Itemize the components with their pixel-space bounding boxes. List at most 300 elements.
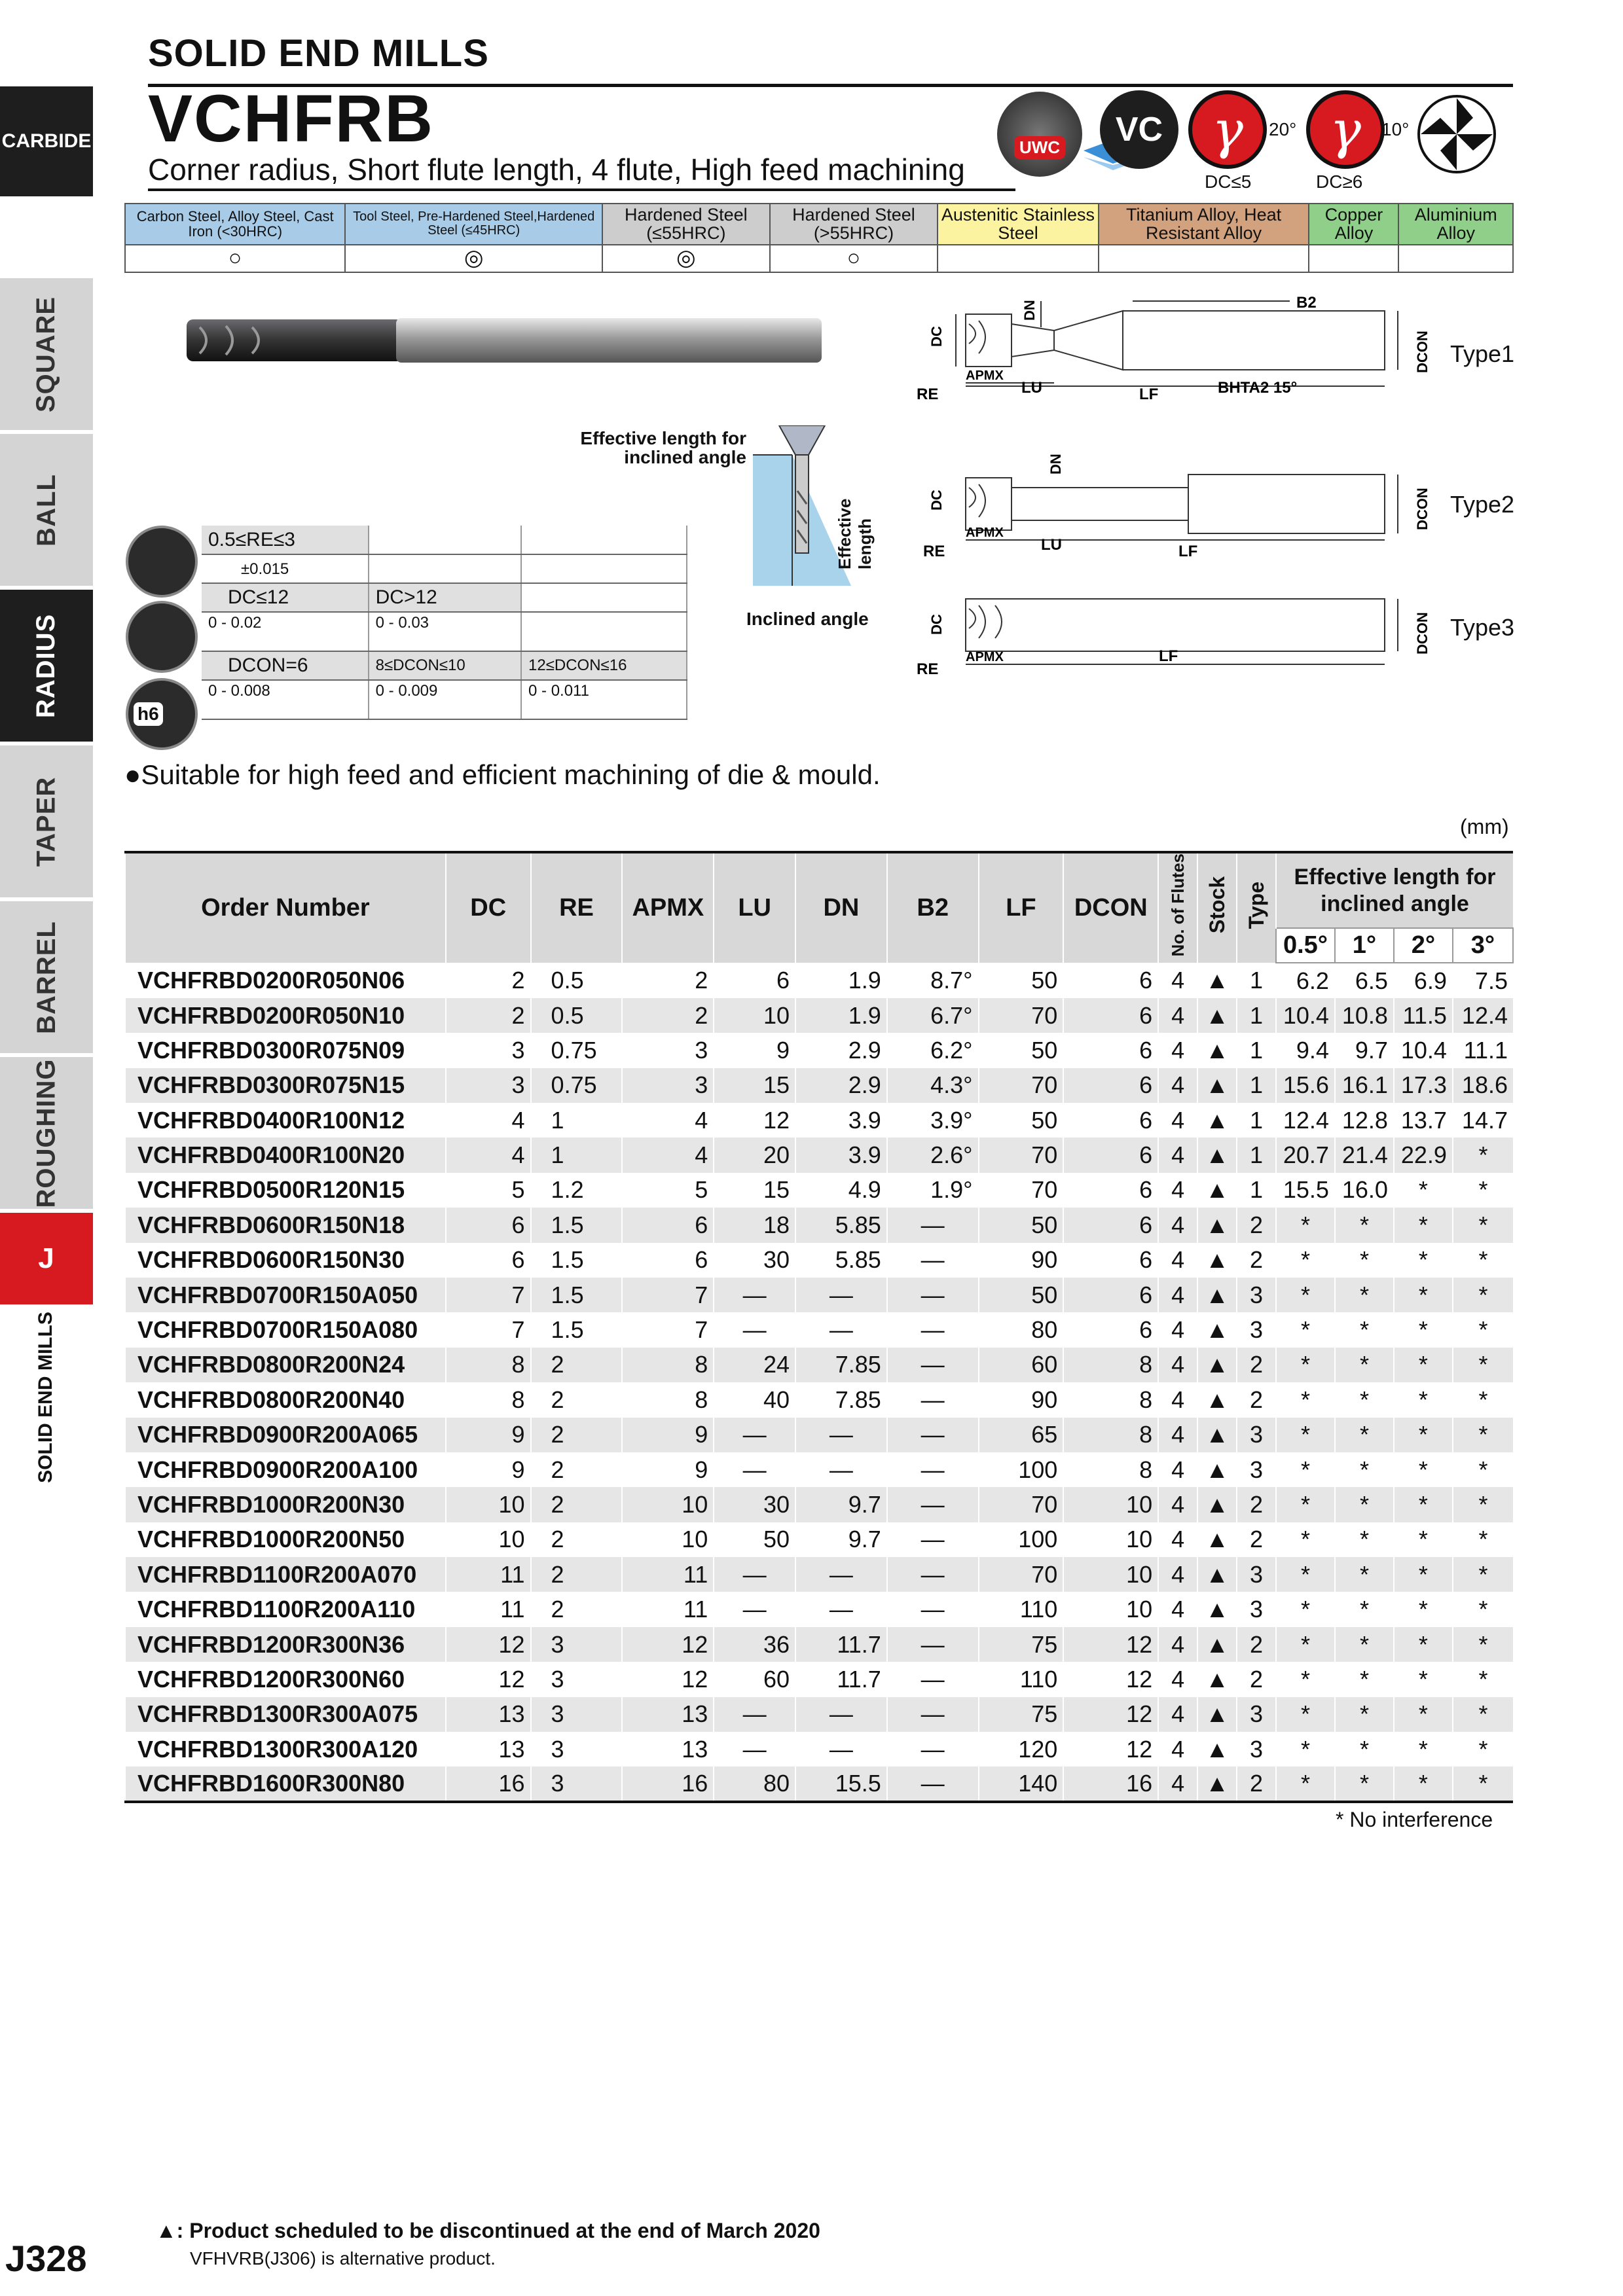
cell-dc: 3 (446, 1068, 531, 1103)
cell-lu: 15 (714, 1173, 795, 1208)
cell-flutes: 4 (1158, 963, 1197, 997)
cell-dcon: 6 (1063, 1033, 1158, 1067)
cell-type: 2 (1237, 1243, 1276, 1278)
cell-type: 2 (1237, 1348, 1276, 1382)
cell-eff-3: * (1453, 1418, 1513, 1452)
cell-dcon: 6 (1063, 963, 1158, 997)
cell-type: 2 (1237, 1662, 1276, 1696)
shank-tolerance-icon: h6 (126, 678, 198, 750)
cell-eff-2: * (1394, 1208, 1453, 1242)
cell-dc: 6 (446, 1208, 531, 1242)
tab-radius[interactable]: RADIUS (0, 590, 93, 745)
cell-dcon: 8 (1063, 1348, 1158, 1382)
cell-dn: 11.7 (795, 1627, 887, 1662)
cell-apmx: 3 (622, 1068, 714, 1103)
cell-dc: 8 (446, 1382, 531, 1417)
cell-eff-1: * (1335, 1208, 1394, 1242)
cell-flutes: 4 (1158, 1557, 1197, 1592)
cell-eff-3: * (1453, 1348, 1513, 1382)
cell-eff-1: * (1335, 1557, 1394, 1592)
cell-re: 2 (531, 1418, 623, 1452)
discontinued-note: ▲: Product scheduled to be discontinued at the end of March 2020 (156, 2219, 820, 2242)
cell-dc: 6 (446, 1243, 531, 1278)
cell-eff-3: 14.7 (1453, 1103, 1513, 1138)
dim-lf: LF (1178, 543, 1198, 560)
table-row (125, 1418, 1513, 1452)
cell-re: 2 (531, 1522, 623, 1557)
cell-eff-3: 11.1 (1453, 1033, 1513, 1067)
cell-eff-1: * (1335, 1627, 1394, 1662)
material-symbol: ◎ (345, 245, 602, 272)
cell-eff-2: * (1394, 1557, 1453, 1592)
cell-eff-0-5: * (1276, 1418, 1335, 1452)
material-copper: Copper Alloy (1309, 204, 1398, 245)
cell-re: 1.5 (531, 1208, 623, 1242)
cell-eff-0-5: * (1276, 1452, 1335, 1487)
re-range: 0.5≤RE≤3 (202, 526, 369, 554)
cell-eff-2: 10.4 (1394, 1033, 1453, 1067)
tab-roughing[interactable]: ROUGHING (0, 1057, 93, 1213)
cell-eff-0-5: * (1276, 1348, 1335, 1382)
cell-re: 1 (531, 1103, 623, 1138)
product-description: Corner radius, Short flute length, 4 flute, High feed machining (148, 152, 965, 187)
cell-eff-0-5: * (1276, 1487, 1335, 1522)
side-label: SOLID END MILLS (35, 1312, 57, 1483)
cell-b2: — (887, 1452, 979, 1487)
unit-label: (mm) (1460, 815, 1509, 838)
cell-re: 3 (531, 1697, 623, 1732)
section-title: SOLID END MILLS (148, 32, 489, 75)
cell-eff-2: 6.9 (1394, 963, 1453, 997)
cell-dn: 3.9 (795, 1138, 887, 1172)
cell-b2: — (887, 1487, 979, 1522)
cell-eff-0-5: 10.4 (1276, 998, 1335, 1033)
cell-re: 3 (531, 1767, 623, 1801)
dim-lf: LF (1139, 386, 1159, 403)
material-symbol: ○ (770, 245, 938, 272)
table-row (125, 1138, 1513, 1172)
dc-le-12: DC≤12 (202, 583, 369, 612)
cell-dn: 3.9 (795, 1103, 887, 1138)
cell-eff-3: * (1453, 1557, 1513, 1592)
cell-eff-2: 11.5 (1394, 998, 1453, 1033)
cell-eff-3: * (1453, 1278, 1513, 1312)
col-lu: LU (714, 852, 795, 963)
cell-type: 2 (1237, 1767, 1276, 1801)
cell-lu: 30 (714, 1243, 795, 1278)
cell-flutes: 4 (1158, 1208, 1197, 1242)
cell-lu: 80 (714, 1767, 795, 1801)
cell-flutes: 4 (1158, 1103, 1197, 1138)
helix-20-icon: γ (1188, 90, 1267, 169)
cell-stock: ▲ (1197, 1452, 1237, 1487)
tab-ball[interactable]: BALL (0, 434, 93, 590)
cell-eff-1: 12.8 (1335, 1103, 1394, 1138)
cell-eff-2: * (1394, 1732, 1453, 1767)
cell-lf: 100 (979, 1452, 1064, 1487)
cell-type: 3 (1237, 1697, 1276, 1732)
cell-order-number: VCHFRBD1100R200A110 (125, 1592, 446, 1626)
cell-flutes: 4 (1158, 998, 1197, 1033)
cell-type: 3 (1237, 1452, 1276, 1487)
col-angle-3: 3° (1453, 928, 1513, 963)
cell-stock: ▲ (1197, 1278, 1237, 1312)
cell-lf: 80 (979, 1312, 1064, 1347)
cell-order-number: VCHFRBD1200R300N60 (125, 1662, 446, 1696)
dim-dc: DC (928, 614, 945, 635)
cell-dn: 15.5 (795, 1767, 887, 1801)
cell-b2: 8.7° (887, 963, 979, 997)
cell-dc: 5 (446, 1173, 531, 1208)
cell-eff-3: * (1453, 1662, 1513, 1696)
cell-dc: 12 (446, 1627, 531, 1662)
table-row (125, 1382, 1513, 1417)
helix-dc-1: DC≤5 (1205, 171, 1252, 192)
col-angle-0-5: 0.5° (1276, 928, 1335, 963)
cell-eff-0-5: * (1276, 1627, 1335, 1662)
cell-eff-0-5: * (1276, 1312, 1335, 1347)
table-row (125, 1557, 1513, 1592)
cell-dcon: 6 (1063, 1068, 1158, 1103)
cell-flutes: 4 (1158, 1138, 1197, 1172)
cell-order-number: VCHFRBD0700R150A050 (125, 1278, 446, 1312)
cell-stock: ▲ (1197, 1697, 1237, 1732)
material-stainless: Austenitic Stainless Steel (938, 204, 1098, 245)
cell-re: 2 (531, 1592, 623, 1626)
cell-eff-0-5: * (1276, 1767, 1335, 1801)
cell-order-number: VCHFRBD1000R200N30 (125, 1487, 446, 1522)
cell-dc: 10 (446, 1487, 531, 1522)
material-carbon-steel: Carbon Steel, Alloy Steel, Cast Iron (<30HRC) (125, 204, 345, 245)
cell-lu: — (714, 1312, 795, 1347)
dim-bhta2: BHTA2 15° (1218, 379, 1298, 397)
cell-apmx: 8 (622, 1382, 714, 1417)
cell-eff-3: * (1453, 1452, 1513, 1487)
col-stock: Stock (1197, 852, 1237, 963)
cell-eff-0-5: * (1276, 1243, 1335, 1278)
cell-dn: 4.9 (795, 1173, 887, 1208)
cell-flutes: 4 (1158, 1592, 1197, 1626)
cell-apmx: 10 (622, 1487, 714, 1522)
cell-dn: — (795, 1418, 887, 1452)
material-symbol-row (125, 245, 1513, 272)
cell-type: 1 (1237, 1103, 1276, 1138)
cell-lu: 60 (714, 1662, 795, 1696)
cell-eff-2: 22.9 (1394, 1138, 1453, 1172)
cell-b2: — (887, 1662, 979, 1696)
cell-b2: — (887, 1382, 979, 1417)
cell-dn: 11.7 (795, 1662, 887, 1696)
cell-eff-1: * (1335, 1592, 1394, 1626)
cell-dc: 9 (446, 1452, 531, 1487)
cell-b2: — (887, 1522, 979, 1557)
tab-taper[interactable]: TAPER (0, 745, 93, 901)
col-order-number: Order Number (125, 852, 446, 963)
cell-dn: — (795, 1278, 887, 1312)
cell-order-number: VCHFRBD1600R300N80 (125, 1767, 446, 1801)
spec-table-body (125, 963, 1513, 1801)
cell-dcon: 16 (1063, 1767, 1158, 1801)
cell-type: 1 (1237, 998, 1276, 1033)
col-type: Type (1237, 852, 1276, 963)
dim-dn: DN (1021, 300, 1038, 321)
cell-dcon: 10 (1063, 1592, 1158, 1626)
feature-text: ●Suitable for high feed and efficient machining of die & mould. (124, 759, 881, 790)
type3-label: Type3 (1450, 614, 1515, 641)
cell-re: 2 (531, 1348, 623, 1382)
cell-stock: ▲ (1197, 1348, 1237, 1382)
cell-dcon: 12 (1063, 1627, 1158, 1662)
cell-lu: 10 (714, 998, 795, 1033)
col-dc: DC (446, 852, 531, 963)
cell-eff-0-5: * (1276, 1697, 1335, 1732)
type2-diagram (903, 445, 1440, 563)
cell-re: 2 (531, 1487, 623, 1522)
cell-lf: 110 (979, 1662, 1064, 1696)
cell-apmx: 13 (622, 1732, 714, 1767)
tab-square[interactable]: SQUARE (0, 278, 93, 434)
cell-lf: 75 (979, 1627, 1064, 1662)
cell-b2: — (887, 1592, 979, 1626)
material-symbol (1398, 245, 1513, 272)
cell-lf: 70 (979, 1487, 1064, 1522)
tolerance-table (202, 526, 687, 720)
cell-b2: — (887, 1278, 979, 1312)
cell-dn: 2.9 (795, 1068, 887, 1103)
cell-b2: 4.3° (887, 1068, 979, 1103)
cell-eff-3: * (1453, 1487, 1513, 1522)
table-row (125, 1312, 1513, 1347)
cell-b2: — (887, 1243, 979, 1278)
cell-eff-2: 13.7 (1394, 1103, 1453, 1138)
cell-flutes: 4 (1158, 1522, 1197, 1557)
cell-stock: ▲ (1197, 1627, 1237, 1662)
cell-b2: — (887, 1557, 979, 1592)
vc-badge: VC (1100, 90, 1178, 169)
material-header-row (125, 204, 1513, 245)
cell-apmx: 11 (622, 1592, 714, 1626)
cell-flutes: 4 (1158, 1452, 1197, 1487)
cell-eff-0-5: * (1276, 1592, 1335, 1626)
page-number: J328 (5, 2238, 87, 2279)
cell-dn: — (795, 1452, 887, 1487)
cell-stock: ▲ (1197, 963, 1237, 997)
cell-apmx: 2 (622, 963, 714, 997)
cell-eff-1: * (1335, 1452, 1394, 1487)
cell-b2: 6.2° (887, 1033, 979, 1067)
cell-eff-1: * (1335, 1522, 1394, 1557)
col-angle-1: 1° (1335, 928, 1394, 963)
cell-flutes: 4 (1158, 1767, 1197, 1801)
cell-type: 1 (1237, 1033, 1276, 1067)
cell-dcon: 6 (1063, 1243, 1158, 1278)
cell-b2: — (887, 1732, 979, 1767)
cell-dcon: 6 (1063, 1138, 1158, 1172)
cell-eff-2: * (1394, 1452, 1453, 1487)
cell-dc: 4 (446, 1103, 531, 1138)
cell-lf: 110 (979, 1592, 1064, 1626)
cell-flutes: 4 (1158, 1382, 1197, 1417)
tab-j[interactable]: J (0, 1213, 93, 1308)
re-tolerance: ±0.015 (202, 554, 369, 583)
cell-eff-1: * (1335, 1697, 1394, 1732)
cell-eff-1: * (1335, 1767, 1394, 1801)
cell-eff-1: * (1335, 1418, 1394, 1452)
cell-dcon: 6 (1063, 1103, 1158, 1138)
cell-eff-1: 10.8 (1335, 998, 1394, 1033)
re-tolerance-icon (126, 526, 198, 598)
cell-stock: ▲ (1197, 1767, 1237, 1801)
table-row (125, 1662, 1513, 1696)
cell-order-number: VCHFRBD0200R050N06 (125, 963, 446, 997)
cell-flutes: 4 (1158, 1278, 1197, 1312)
cell-re: 2 (531, 1452, 623, 1487)
cell-b2: — (887, 1767, 979, 1801)
cell-order-number: VCHFRBD0400R100N20 (125, 1138, 446, 1172)
cell-b2: 3.9° (887, 1103, 979, 1138)
cell-order-number: VCHFRBD0700R150A080 (125, 1312, 446, 1347)
table-row (125, 1033, 1513, 1067)
cell-lu: — (714, 1592, 795, 1626)
cell-eff-3: 7.5 (1453, 963, 1513, 997)
table-row (125, 1487, 1513, 1522)
cell-eff-0-5: * (1276, 1732, 1335, 1767)
helix-angle-1: 20° (1269, 119, 1297, 139)
cell-apmx: 2 (622, 998, 714, 1033)
cell-eff-1: 16.0 (1335, 1173, 1394, 1208)
dim-re: RE (917, 660, 939, 678)
cell-order-number: VCHFRBD0500R120N15 (125, 1173, 446, 1208)
cell-eff-1: 6.5 (1335, 963, 1394, 997)
cell-dc: 13 (446, 1732, 531, 1767)
cell-flutes: 4 (1158, 1732, 1197, 1767)
cell-lu: 12 (714, 1103, 795, 1138)
dcon-12-16: 12≤DCON≤16 (521, 651, 687, 680)
cell-stock: ▲ (1197, 1382, 1237, 1417)
cell-lf: 50 (979, 1208, 1064, 1242)
cell-eff-2: * (1394, 1627, 1453, 1662)
cell-flutes: 4 (1158, 1348, 1197, 1382)
cell-flutes: 4 (1158, 1487, 1197, 1522)
cell-lu: 24 (714, 1348, 795, 1382)
cell-b2: 6.7° (887, 998, 979, 1033)
cell-dc: 7 (446, 1278, 531, 1312)
cell-eff-1: 16.1 (1335, 1068, 1394, 1103)
cell-eff-2: * (1394, 1697, 1453, 1732)
cell-apmx: 9 (622, 1452, 714, 1487)
dcon-6: DCON=6 (202, 651, 369, 680)
cell-eff-2: * (1394, 1487, 1453, 1522)
cell-dcon: 12 (1063, 1697, 1158, 1732)
cell-order-number: VCHFRBD0600R150N30 (125, 1243, 446, 1278)
cell-eff-2: * (1394, 1173, 1453, 1208)
cell-dcon: 6 (1063, 1208, 1158, 1242)
material-hardened-over-55: Hardened Steel (>55HRC) (770, 204, 938, 245)
cell-re: 2 (531, 1382, 623, 1417)
cell-apmx: 6 (622, 1208, 714, 1242)
cell-lf: 50 (979, 1278, 1064, 1312)
table-row (125, 1068, 1513, 1103)
cell-eff-3: * (1453, 1208, 1513, 1242)
cell-re: 1.2 (531, 1173, 623, 1208)
cell-dcon: 6 (1063, 1312, 1158, 1347)
cell-eff-3: * (1453, 1592, 1513, 1626)
material-symbol (938, 245, 1098, 272)
cell-eff-3: * (1453, 1382, 1513, 1417)
cell-order-number: VCHFRBD0900R200A065 (125, 1418, 446, 1452)
type1-label: Type1 (1450, 340, 1515, 367)
cell-eff-3: * (1453, 1522, 1513, 1557)
cell-eff-3: * (1453, 1243, 1513, 1278)
table-row (125, 1627, 1513, 1662)
cell-re: 3 (531, 1627, 623, 1662)
work-material-table (124, 203, 1514, 273)
cell-order-number: VCHFRBD0200R050N10 (125, 998, 446, 1033)
cell-lu: 6 (714, 963, 795, 997)
type2-label: Type2 (1450, 491, 1515, 518)
col-lf: LF (979, 852, 1064, 963)
cell-eff-2: * (1394, 1278, 1453, 1312)
cell-dn: — (795, 1592, 887, 1626)
cell-dcon: 12 (1063, 1662, 1158, 1696)
cell-stock: ▲ (1197, 1312, 1237, 1347)
table-row (125, 998, 1513, 1033)
cell-order-number: VCHFRBD1300R300A120 (125, 1732, 446, 1767)
cell-eff-3: * (1453, 1173, 1513, 1208)
col-b2: B2 (887, 852, 979, 963)
cell-dc: 13 (446, 1697, 531, 1732)
tab-barrel[interactable]: BARREL (0, 901, 93, 1057)
cell-stock: ▲ (1197, 1138, 1237, 1172)
cell-dcon: 8 (1063, 1452, 1158, 1487)
cell-eff-0-5: * (1276, 1278, 1335, 1312)
cell-flutes: 4 (1158, 1312, 1197, 1347)
cell-re: 0.75 (531, 1033, 623, 1067)
cell-lf: 120 (979, 1732, 1064, 1767)
cell-stock: ▲ (1197, 1557, 1237, 1592)
cell-dc: 4 (446, 1138, 531, 1172)
cell-lf: 50 (979, 1033, 1064, 1067)
cell-eff-1: * (1335, 1487, 1394, 1522)
cell-type: 3 (1237, 1278, 1276, 1312)
cell-flutes: 4 (1158, 1418, 1197, 1452)
cell-dn: 9.7 (795, 1487, 887, 1522)
cell-dn: 7.85 (795, 1382, 887, 1417)
cell-lf: 100 (979, 1522, 1064, 1557)
cell-eff-1: * (1335, 1243, 1394, 1278)
table-row (125, 1767, 1513, 1801)
uwc-badge: UWC (997, 92, 1082, 177)
tab-carbide: CARBIDE (0, 86, 93, 196)
cell-dcon: 8 (1063, 1382, 1158, 1417)
cell-stock: ▲ (1197, 1522, 1237, 1557)
cell-eff-2: * (1394, 1382, 1453, 1417)
cell-dn: — (795, 1732, 887, 1767)
material-hardened-55: Hardened Steel (≤55HRC) (602, 204, 770, 245)
col-angle-2: 2° (1394, 928, 1453, 963)
cell-type: 3 (1237, 1418, 1276, 1452)
cell-flutes: 4 (1158, 1662, 1197, 1696)
cell-dcon: 10 (1063, 1522, 1158, 1557)
cell-eff-0-5: * (1276, 1522, 1335, 1557)
cell-eff-1: 21.4 (1335, 1138, 1394, 1172)
cell-type: 1 (1237, 1173, 1276, 1208)
cell-eff-2: * (1394, 1592, 1453, 1626)
cell-apmx: 16 (622, 1767, 714, 1801)
cell-lf: 70 (979, 998, 1064, 1033)
dim-dn: DN (1048, 454, 1064, 475)
material-titanium: Titanium Alloy, Heat Resistant Alloy (1099, 204, 1309, 245)
